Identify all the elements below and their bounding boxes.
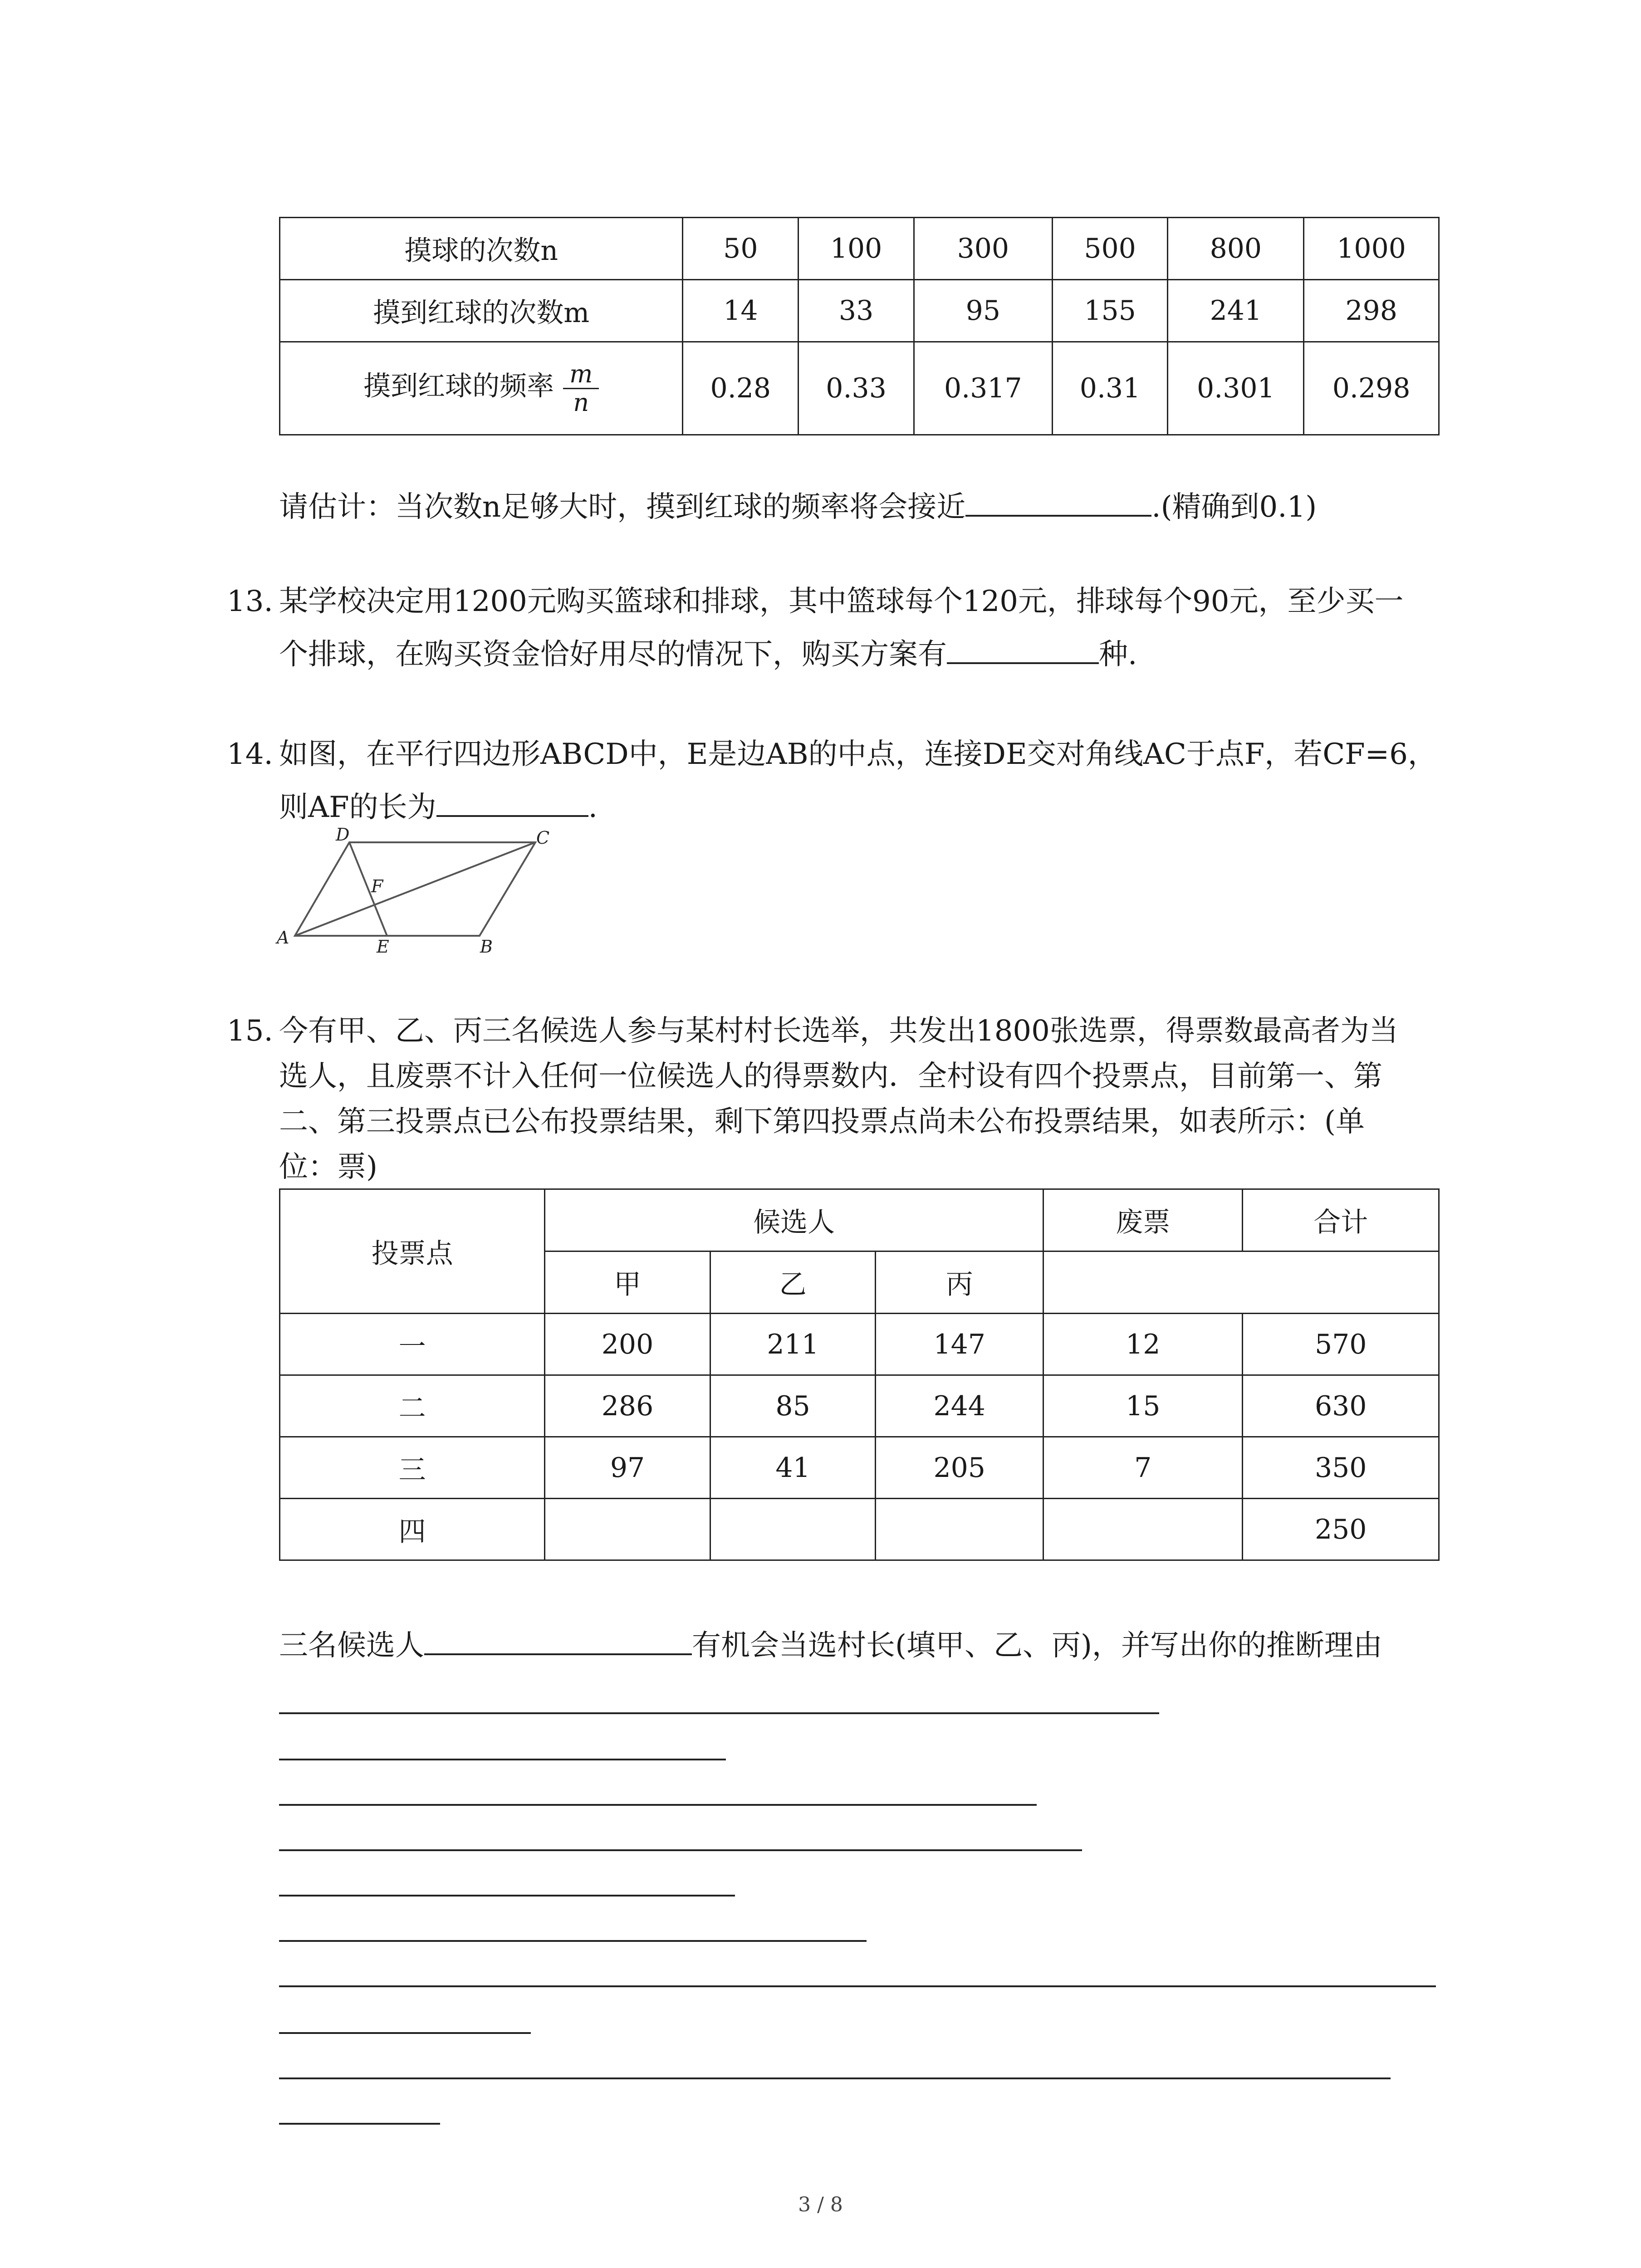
candidate-blank[interactable] (424, 1653, 692, 1655)
cell: 95 (914, 280, 1052, 342)
q13-text-end: 种. (1099, 638, 1137, 671)
cell (876, 1499, 1043, 1560)
writing-line[interactable] (279, 1712, 1159, 1714)
answer-blank[interactable] (947, 662, 1099, 664)
table-row (280, 1499, 1439, 1560)
label-e: E (377, 937, 389, 957)
cell-station: 二 (280, 1375, 545, 1437)
cell: 200 (545, 1314, 710, 1375)
cell: 147 (876, 1314, 1043, 1375)
label-a: A (277, 928, 289, 948)
page-number: 3 / 8 (798, 2193, 843, 2216)
cell: 0.33 (798, 342, 914, 435)
q15-answer-text: 三名候选人 (279, 1629, 424, 1662)
cell: 500 (1052, 218, 1168, 280)
cell: 630 (1243, 1375, 1439, 1437)
fraction-numerator: m (563, 361, 599, 389)
cell: 33 (798, 280, 914, 342)
table-row (280, 280, 1439, 342)
row-label (280, 342, 683, 435)
q14-text: 则AF的长为 (279, 791, 436, 824)
writing-line[interactable] (279, 2077, 1391, 2079)
writing-line[interactable] (279, 2032, 531, 2034)
cell: 241 (1168, 280, 1304, 342)
cell: 211 (710, 1314, 876, 1375)
row-label-text: 摸到红球的频率 (363, 370, 554, 402)
header-total: 合计 (1243, 1189, 1439, 1251)
cell: 570 (1243, 1314, 1439, 1375)
q12-text-end: .(精确到0.1) (1151, 490, 1317, 524)
cell (1043, 1499, 1243, 1560)
label-c: C (536, 828, 550, 848)
writing-line[interactable] (279, 1759, 726, 1760)
q12-estimate-text (279, 485, 1317, 529)
fraction (563, 361, 599, 416)
cell: 97 (545, 1437, 710, 1499)
voting-table (279, 1188, 1440, 1561)
table-row (280, 1437, 1439, 1499)
q13-number: 13. (227, 585, 273, 618)
parallelogram-figure (263, 821, 581, 957)
writing-line[interactable] (279, 2123, 440, 2125)
diagonal-ac (295, 842, 535, 936)
label-d: D (336, 825, 350, 845)
row-label: 摸球的次数n (280, 218, 683, 280)
answer-blank[interactable] (965, 515, 1151, 517)
row-label: 摸到红球的次数m (280, 280, 683, 342)
q13-line2 (279, 633, 1137, 676)
label-f: F (371, 876, 383, 896)
answer-blank[interactable] (436, 815, 588, 817)
q15-line2: 选人，且废票不计入任何一位候选人的得票数内．全村设有四个投票点，目前第一、第 (279, 1060, 1382, 1093)
cell: 800 (1168, 218, 1304, 280)
writing-line[interactable] (279, 1895, 735, 1897)
cell: 286 (545, 1375, 710, 1437)
cell: 41 (710, 1437, 876, 1499)
writing-line[interactable] (279, 1940, 867, 1942)
q15-number: 15. (227, 1014, 273, 1048)
table-row (280, 1314, 1439, 1375)
cell: 12 (1043, 1314, 1243, 1375)
fraction-denominator: n (573, 388, 589, 417)
cell: 14 (683, 280, 798, 342)
q14-number: 14. (227, 738, 273, 771)
header-empty (1043, 1251, 1439, 1314)
cell: 7 (1043, 1437, 1243, 1499)
q15-answer-line (279, 1624, 1382, 1667)
cell: 244 (876, 1375, 1043, 1437)
cell: 50 (683, 218, 798, 280)
cell: 0.317 (914, 342, 1052, 435)
header-invalid: 废票 (1043, 1189, 1243, 1251)
cell-station: 四 (280, 1499, 545, 1560)
q13-line1: 某学校决定用1200元购买篮球和排球，其中篮球每个120元，排球每个90元，至少买一 (279, 585, 1404, 618)
q15-line4: 位：票) (279, 1150, 377, 1184)
label-b: B (480, 937, 493, 957)
header-candidates: 候选人 (545, 1189, 1043, 1251)
cell: 298 (1304, 280, 1439, 342)
q15-answer-text-end: 有机会当选村长(填甲、乙、丙)，并写出你的推断理由 (692, 1629, 1382, 1662)
header-candidate-c: 丙 (876, 1251, 1043, 1314)
q15-line3: 二、第三投票点已公布投票结果，剩下第四投票点尚未公布投票结果，如表所示：(单 (279, 1105, 1365, 1139)
cell: 15 (1043, 1375, 1243, 1437)
cell: 1000 (1304, 218, 1439, 280)
cell: 350 (1243, 1437, 1439, 1499)
table-row (280, 218, 1439, 280)
header-candidate-a: 甲 (545, 1251, 710, 1314)
q14-line1: 如图，在平行四边形ABCD中，E是边AB的中点，连接DE交对角线AC于点F，若CF=6， (279, 738, 1437, 771)
table-row (280, 342, 1439, 435)
q14-text-end: . (588, 791, 598, 824)
q15-line1: 今有甲、乙、丙三名候选人参与某村村长选举，共发出1800张选票，得票数最高者为当 (279, 1014, 1398, 1048)
cell: 205 (876, 1437, 1043, 1499)
cell-station: 三 (280, 1437, 545, 1499)
cell: 250 (1243, 1499, 1439, 1560)
header-candidate-b: 乙 (710, 1251, 876, 1314)
cell: 0.301 (1168, 342, 1304, 435)
q13-text: 个排球，在购买资金恰好用尽的情况下，购买方案有 (279, 638, 947, 671)
cell: 300 (914, 218, 1052, 280)
cell: 100 (798, 218, 914, 280)
cell (710, 1499, 876, 1560)
cell-station: 一 (280, 1314, 545, 1375)
q12-text: 请估计：当次数n足够大时，摸到红球的频率将会接近 (279, 490, 966, 524)
writing-line[interactable] (279, 1849, 1082, 1851)
header-station: 投票点 (280, 1189, 545, 1314)
cell: 155 (1052, 280, 1168, 342)
cell: 0.31 (1052, 342, 1168, 435)
cell: 0.28 (683, 342, 798, 435)
cell: 0.298 (1304, 342, 1439, 435)
table-row (280, 1375, 1439, 1437)
cell: 85 (710, 1375, 876, 1437)
writing-line[interactable] (279, 1985, 1436, 1987)
frequency-table (279, 217, 1440, 435)
writing-line[interactable] (279, 1804, 1037, 1806)
cell (545, 1499, 710, 1560)
table-header-row (280, 1189, 1439, 1251)
